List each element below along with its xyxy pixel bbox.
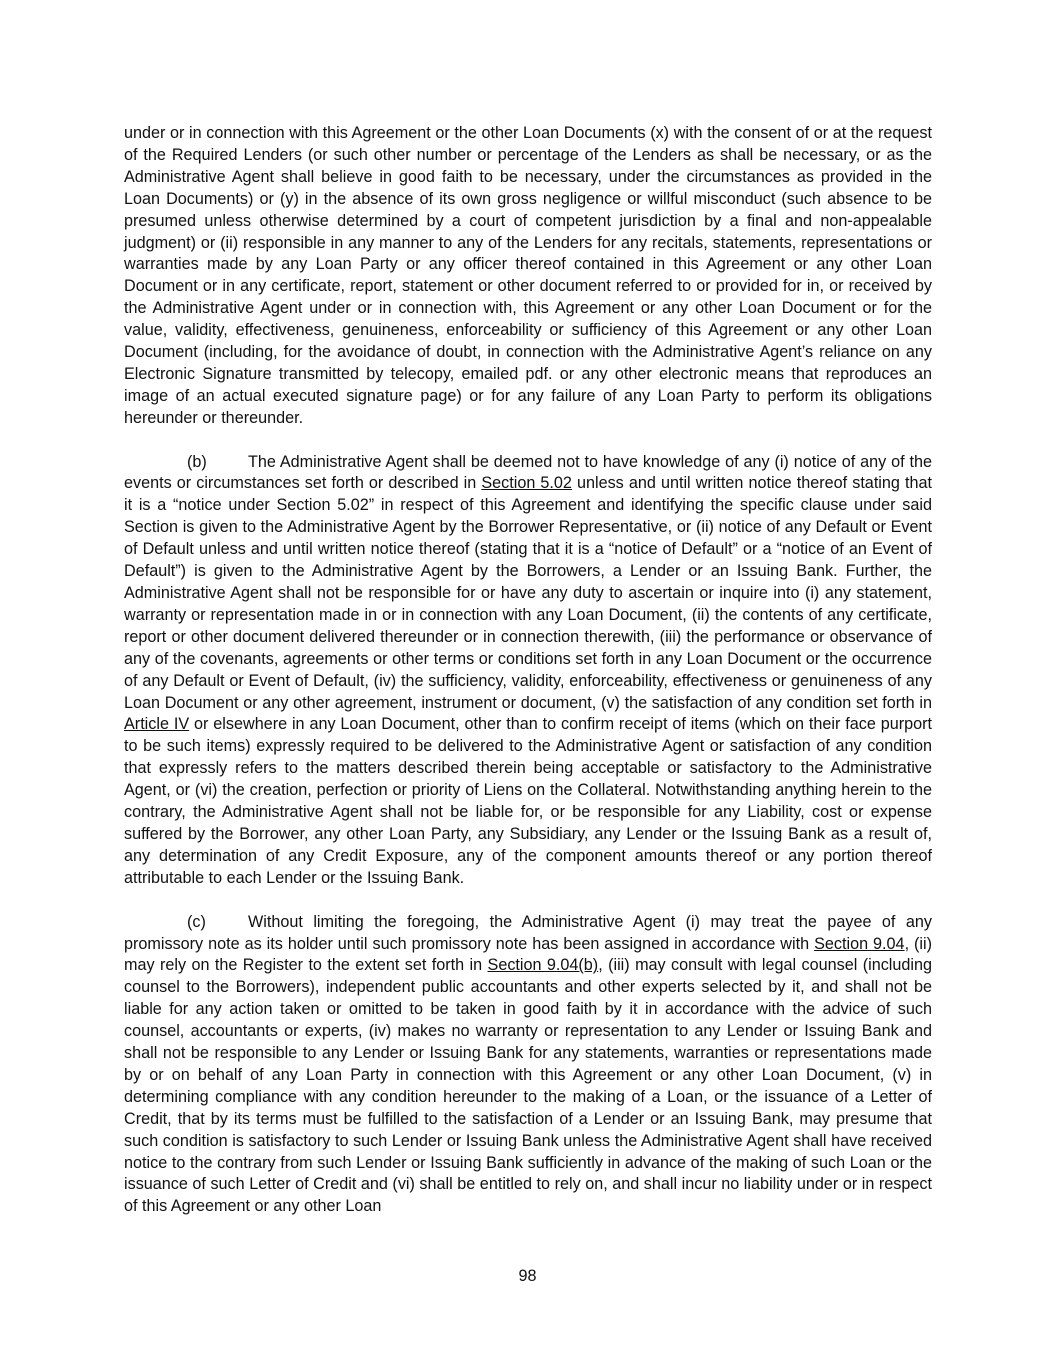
paragraph-b-text-2: unless and until written notice thereof stating that it is a “notice under Section 5.02” in respect of this Agreement and identifying the specific clause under said Section is given to the Administrative Agent by the Borrower Representative, or (ii) notice of any Default or Event of Default unless and until written notice thereof (stating that it is a “notice of Default” or a “notice of an Event of Default”) is given to the Administrative Agent by the Borrowers, a Lender or an Issuing Bank. Further, the Administrative Agent shall not be responsible for or have any duty to ascertain or inquire into (i) any statement, warranty or representation made in or in connection with any Loan Document, (ii) the contents of any certificate, report or other document delivered thereunder or in connection therewith, (iii) the performance or observance of any of the covenants, agreements or other terms or conditions set forth in any Loan Document or the occurrence of any Default or Event of Default, (iv) the sufficiency, validity, enforceability, effectiveness or genuineness of any Loan Document or any other agreement, instrument or document, (v) the satisfaction of any condition set forth in xyxy=(124,474,932,712)
paragraph-b-text-1: The Administrative Agent shall be deemed not to have knowledge of any (i) notice of any of the events or circumstances set forth or described in xyxy=(124,452,932,493)
section-5-02-reference: Section 5.02 xyxy=(481,474,572,493)
paragraph-b-text-3: or elsewhere in any Loan Document, other than to confirm receipt of items (which on their face purport to be such items) expressly required to be delivered to the Administrative Agent or satisfaction of any condition that expressly refers to the matters described therein being acceptable or satisfactory to the Administrative Agent, or (vi) the creation, perfection or priority of Liens on the Collateral. Notwithstanding anything herein to the contrary, the Administrative Agent shall not be liable for, or be responsible for any Liability, cost or expense suffered by the Borrower, any other Loan Party, any Subsidiary, any Lender or the Issuing Bank as a result of, any determination of any Credit Exposure, any of the component amounts thereof or any portion thereof attributable to each Lender or the Issuing Bank. xyxy=(124,715,932,887)
section-9-04-reference: Section 9.04 xyxy=(814,934,905,953)
paragraph-b-marker: (b) xyxy=(187,452,207,471)
paragraph-c-text-2: , (ii) may rely on the Register to the extent set forth in xyxy=(124,934,933,975)
page-number: 98 xyxy=(518,1267,537,1285)
paragraph-c xyxy=(124,912,932,1219)
paragraph-a xyxy=(124,123,932,430)
paragraph-c-text-3: , (iii) may consult with legal counsel (including counsel to the Borrowers), independent public accountants and other experts selected by it, and shall not be liable for any action taken or omitted to be taken in good faith by it in accordance with the advice of such counsel, accountants or experts, (iv) makes no warranty or representation to any Lender or Issuing Bank and shall not be responsible to any Lender or Issuing Bank for any statements, warranties or representations made by or on behalf of any Loan Party in connection with this Agreement or any other Loan Document, (v) in determining compliance with any condition hereunder to the making of a Loan, or the issuance of a Letter of Credit, that by its terms must be fulfilled to the satisfaction of a Lender or an Issuing Bank, may presume that such condition is satisfactory to such Lender or Issuing Bank unless the Administrative Agent shall have received notice to the contrary from such Lender or Issuing Bank sufficiently in advance of the making of such Loan or the issuance of such Letter of Credit and (vi) shall be entitled to rely on, and shall incur no liability under or in respect of this Agreement or any other Loan xyxy=(124,956,932,1216)
document-page xyxy=(124,123,932,1218)
paragraph-c-marker: (c) xyxy=(187,912,206,931)
article-iv-reference: Article IV xyxy=(124,715,190,734)
paragraph-c-text-1: Without limiting the foregoing, the Administrative Agent (i) may treat the payee of any promissory note as its holder until such promissory note has been assigned in accordance with xyxy=(124,912,932,953)
paragraph-b xyxy=(124,452,932,890)
section-9-04-b-reference: Section 9.04(b) xyxy=(487,956,599,975)
paragraph-a-text: under or in connection with this Agreement or the other Loan Documents (x) with the consent of or at the request of the Required Lenders (or such other number or percentage of the Lenders as shall be necessary, or as the Administrative Agent shall believe in good faith to be necessary, under the circumstances as provided in the Loan Documents) or (y) in the absence of its own gross negligence or willful misconduct (such absence to be presumed unless otherwise determined by a court of competent jurisdiction by a final and non-appealable judgment) or (ii) responsible in any manner to any of the Lenders for any recitals, statements, representations or warranties made by any Loan Party or any officer thereof contained in this Agreement or any other Loan Document or in any certificate, report, statement or other document referred to or provided for in, or received by the Administrative Agent under or in connection with, this Agreement or any other Loan Document or for the value, validity, effectiveness, genuineness, enforceability or sufficiency of this Agreement or any other Loan Document (including, for the avoidance of doubt, in connection with the Administrative Agent’s reliance on any Electronic Signature transmitted by telecopy, emailed pdf. or any other electronic means that reproduces an image of an actual executed signature page) or for any failure of any Loan Party to perform its obligations hereunder or thereunder. xyxy=(124,124,932,427)
